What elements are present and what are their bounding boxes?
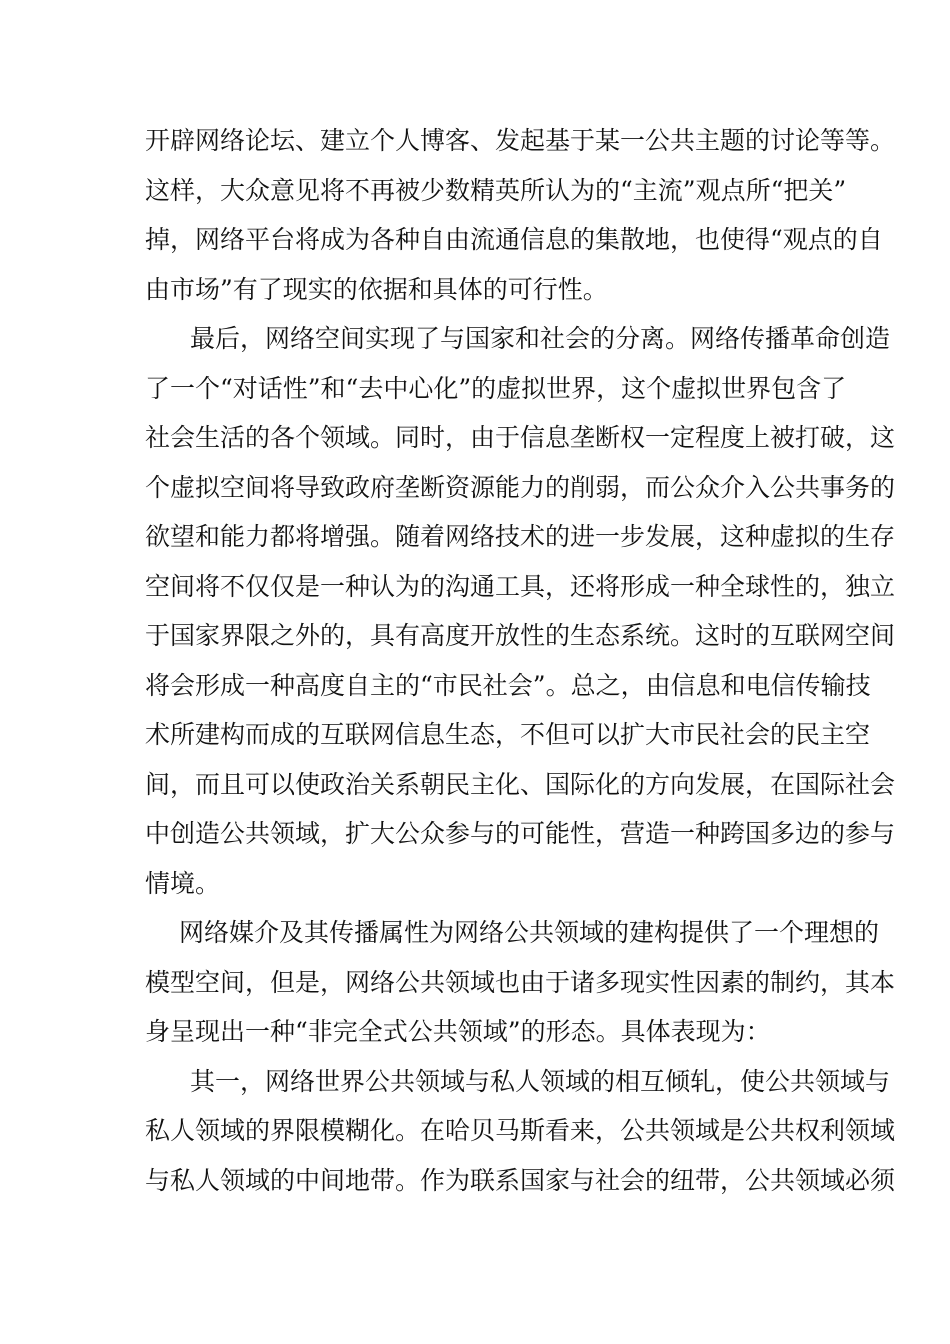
- text-line: 术所建构而成的互联网信息生态，不但可以扩大市民社会的民主空: [145, 720, 871, 749]
- text-line: 私人领域的界限模糊化。在哈贝马斯看来，公共领域是公共权利领域: [145, 1116, 896, 1145]
- text-line: 开辟网络论坛、建立个人博客、发起基于某一公共主题的讨论等等。: [145, 126, 896, 155]
- text-line: 将会形成一种高度自主的“市民社会”。总之，由信息和电信传输技: [145, 670, 871, 700]
- text-line: 与私人领域的中间地带。作为联系国家与社会的纽带，公共领域必须: [145, 1165, 896, 1195]
- text-line: 模型空间，但是，网络公共领域也由于诸多现实性因素的制约，其本: [145, 967, 896, 997]
- text-line: 掉，网络平台将成为各种自由流通信息的集散地，也使得“观点的自: [145, 225, 883, 254]
- text-line: 间，而且可以使政治关系朝民主化、国际化的方向发展，在国际社会: [145, 769, 896, 799]
- paragraph-first-line: 网络媒介及其传播属性为网络公共领域的建构提供了一个理想的: [179, 918, 880, 947]
- text-line: 身呈现出一种“非完全式公共领域”的形态。具体表现为：: [145, 1017, 771, 1046]
- text-line: 空间将不仅仅是一种认为的沟通工具，还将形成一种全球性的，独立: [145, 571, 896, 601]
- text-line: 中创造公共领域，扩大公众参与的可能性，营造一种跨国多边的参与: [145, 819, 896, 848]
- text-line: 个虚拟空间将导致政府垄断资源能力的削弱，而公众介入公共事务的: [145, 472, 896, 502]
- text-line: 欲望和能力都将增强。随着网络技术的进一步发展，这种虚拟的生存: [145, 522, 896, 551]
- text-line: 情境。: [145, 868, 221, 898]
- text-line: 社会生活的各个领域。同时，由于信息垄断权一定程度上被打破，这: [145, 423, 896, 452]
- text-line: 于国家界限之外的，具有高度开放性的生态系统。这时的互联网空间: [145, 621, 896, 650]
- body-text: [145, 116, 896, 1205]
- paragraph-first-line: 其一，网络世界公共领域与私人领域的相互倾轧，使公共领域与: [190, 1066, 891, 1096]
- paragraph-first-line: 最后，网络空间实现了与国家和社会的分离。网络传播革命创造: [190, 324, 891, 353]
- text-line: 了一个“对话性”和“去中心化”的虚拟世界，这个虚拟世界包含了: [145, 373, 847, 403]
- text-line: 这样，大众意见将不再被少数精英所认为的“主流”观点所“把关”: [145, 175, 847, 205]
- text-line: 由市场”有了现实的依据和具体的可行性。: [145, 274, 608, 304]
